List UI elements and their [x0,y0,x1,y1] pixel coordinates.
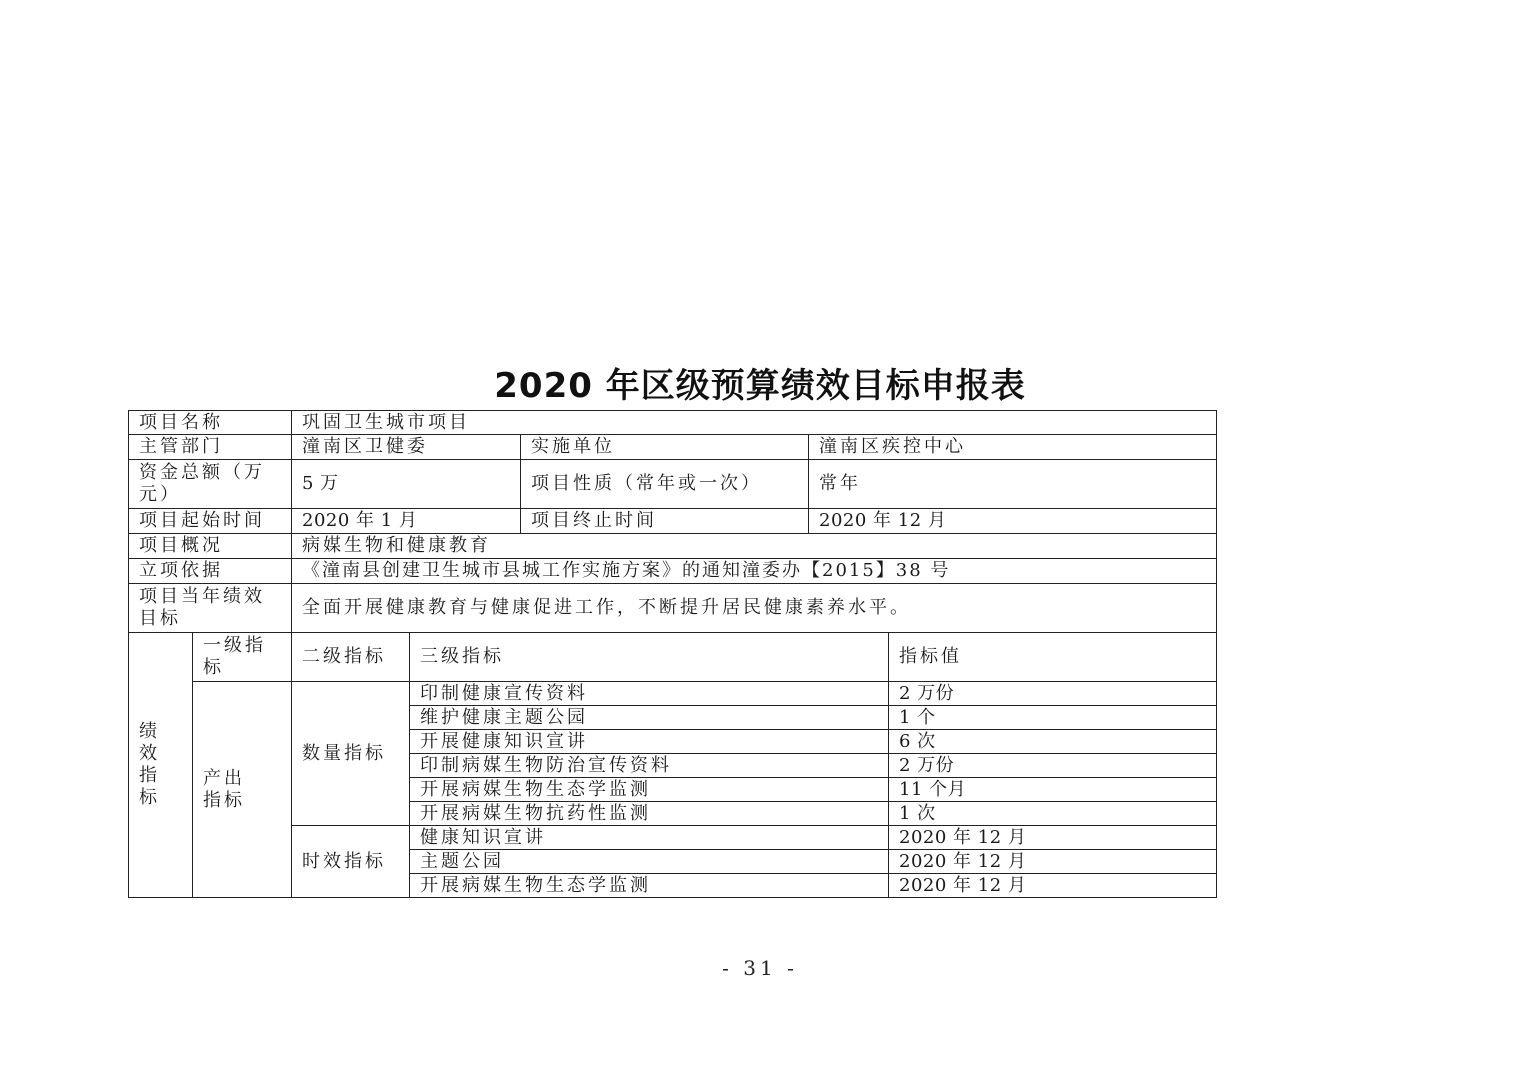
goal-label: 项目当年绩效目标 [129,584,292,633]
impl-label: 实施单位 [521,435,809,460]
end-value: 2020 年 12 月 [809,509,1217,534]
start-label: 项目起始时间 [129,509,292,534]
row-basis [129,559,1217,584]
indicator-value: 2 万份 [889,754,1217,778]
level3-item: 健康知识宣讲 [410,826,889,850]
row-goal [129,584,1217,633]
basis-label: 立项依据 [129,559,292,584]
level2-header: 二级指标 [292,633,410,682]
end-label: 项目终止时间 [521,509,809,534]
budget-form-table [128,410,1217,898]
row-fund [129,460,1217,509]
level1-header: 一级指标 [193,633,292,682]
indicator-value: 2 万份 [889,682,1217,706]
page-title: 2020 年区级预算绩效目标申报表 [494,366,1026,406]
indicator-row [129,682,1217,706]
goal-value: 全面开展健康教育与健康促进工作，不断提升居民健康素养水平。 [292,584,1217,633]
basis-value: 《潼南县创建卫生城市县城工作实施方案》的通知潼委办【2015】38 号 [292,559,1217,584]
impl-value: 潼南区疾控中心 [809,435,1217,460]
level3-item: 印制健康宣传资料 [410,682,889,706]
project-name-value: 巩固卫生城市项目 [292,411,1217,435]
level3-item: 主题公园 [410,850,889,874]
row-project-name [129,411,1217,435]
row-department [129,435,1217,460]
indicator-value: 1 次 [889,802,1217,826]
level3-item: 开展病媒生物抗药性监测 [410,802,889,826]
row-dates [129,509,1217,534]
fund-value: 5 万 [292,460,521,509]
level3-header: 三级指标 [410,633,889,682]
fund-label: 资金总额（万元） [129,460,292,509]
indicator-value: 2020 年 12 月 [889,826,1217,850]
indicator-value: 1 个 [889,706,1217,730]
nature-value: 常年 [809,460,1217,509]
section-label: 绩效指标 [129,633,193,898]
value-header: 指标值 [889,633,1217,682]
level3-item: 印制病媒生物防治宣传资料 [410,754,889,778]
level3-item: 开展病媒生物生态学监测 [410,874,889,898]
overview-label: 项目概况 [129,534,292,559]
indicator-row [129,826,1217,850]
dept-value: 潼南区卫健委 [292,435,521,460]
level3-item: 开展病媒生物生态学监测 [410,778,889,802]
nature-label: 项目性质（常年或一次） [521,460,809,509]
row-overview [129,534,1217,559]
page-number: - 31 - [722,956,798,980]
dept-label: 主管部门 [129,435,292,460]
start-value: 2020 年 1 月 [292,509,521,534]
overview-value: 病媒生物和健康教育 [292,534,1217,559]
level1-value: 产出指标 [193,682,292,898]
level2-timeliness: 时效指标 [292,826,410,898]
level3-item: 开展健康知识宣讲 [410,730,889,754]
indicator-value: 6 次 [889,730,1217,754]
indicator-value: 11 个月 [889,778,1217,802]
level2-quantity: 数量指标 [292,682,410,826]
row-indicator-header [129,633,1217,682]
indicator-value: 2020 年 12 月 [889,850,1217,874]
level3-item: 维护健康主题公园 [410,706,889,730]
indicator-value: 2020 年 12 月 [889,874,1217,898]
project-name-label: 项目名称 [129,411,292,435]
